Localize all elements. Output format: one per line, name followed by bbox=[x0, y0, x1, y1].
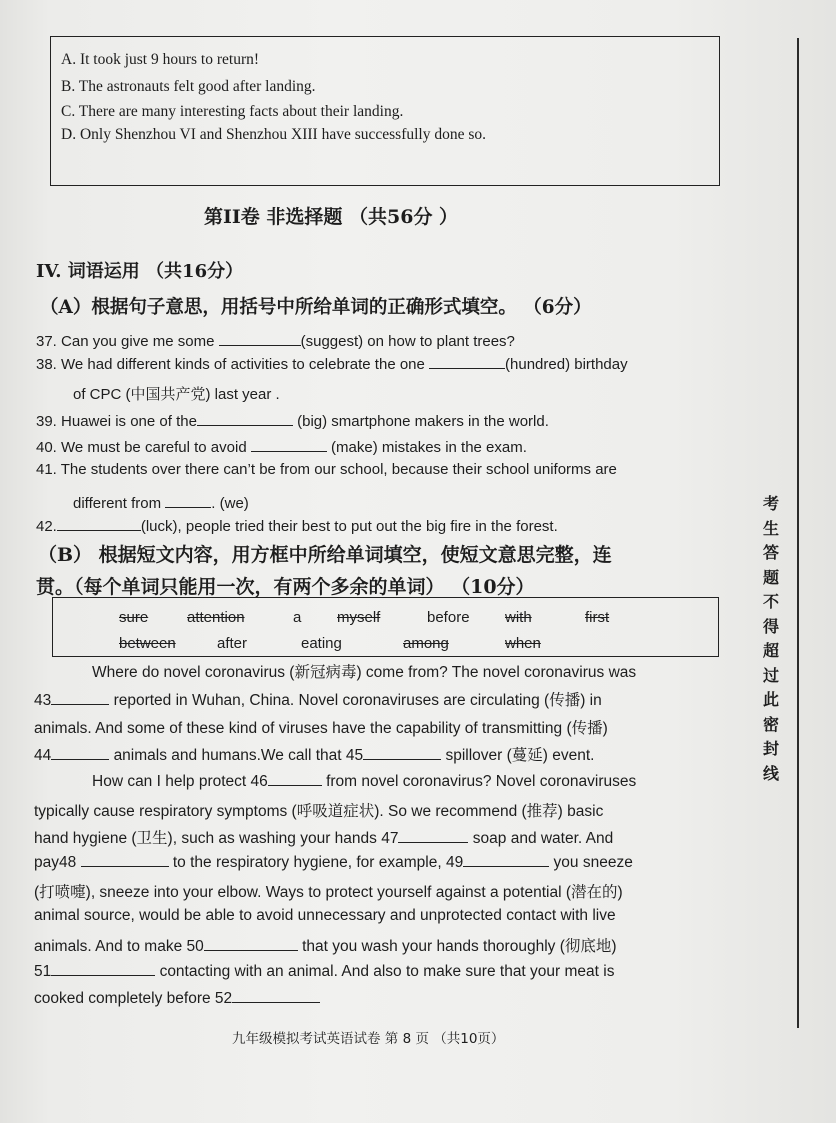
partA-instruction: （A）根据句子意思，用括号中所给单词的正确形式填空。 （6分） bbox=[40, 297, 592, 318]
q41-blank[interactable] bbox=[165, 493, 211, 508]
question-38 bbox=[36, 354, 628, 373]
q38-text-post: (hundred) birthday bbox=[505, 356, 628, 373]
q38-line2: of CPC (中国共产党) last year . bbox=[73, 386, 280, 403]
passage-line-11-end: that you wash your hands thoroughly (彻底地) bbox=[302, 938, 617, 955]
passage-line-12 bbox=[34, 961, 614, 981]
word-attention: attention bbox=[187, 609, 245, 626]
question-41-line1: 41. The students over there can’t be from our school, because their school uniforms are bbox=[36, 461, 617, 478]
passage-line-9: (打喷嚏), sneeze into your elbow. Ways to protect yourself against a potential (潜在的) bbox=[34, 884, 623, 901]
question-42 bbox=[36, 516, 558, 535]
word-with: with bbox=[505, 609, 532, 626]
passage-line-2 bbox=[34, 688, 602, 710]
passage-line-7 bbox=[34, 826, 613, 848]
word-among: among bbox=[403, 635, 449, 652]
word-between: between bbox=[119, 635, 176, 652]
question-40 bbox=[36, 437, 527, 456]
passage-line-12-text: contacting with an animal. And also to make sure that your meat is bbox=[159, 963, 615, 980]
blank-51-label: 51 bbox=[34, 963, 52, 980]
question-39 bbox=[36, 411, 549, 430]
word-a: a bbox=[293, 609, 302, 626]
q40-text-pre: 40. We must be careful to avoid bbox=[36, 439, 247, 456]
blank-43-label: 43 bbox=[34, 692, 52, 709]
q41-text-pre: different from bbox=[73, 495, 162, 512]
q39-text-pre: 39. Huawei is one of the bbox=[36, 413, 197, 430]
word-eating: eating bbox=[301, 635, 342, 652]
word-when: when bbox=[505, 635, 541, 652]
word-before: before bbox=[427, 609, 470, 626]
partB-instruction-line1: （B） 根据短文内容，用方框中所给单词填空，使短文意思完整，连 bbox=[38, 544, 612, 566]
word-sure: sure bbox=[119, 609, 149, 626]
passage-line-8-text: to the respiratory hygiene, for example, 49 bbox=[172, 854, 464, 871]
passage-line-5-end: from novel coronavirus? Novel coronaviruses bbox=[326, 773, 637, 790]
q37-text-pre: 37. Can you give me some bbox=[36, 333, 215, 350]
q37-text-post: (suggest) on how to plant trees? bbox=[300, 333, 515, 350]
passage-line-3: animals. And some of these kind of viruses have the capability of transmitting (传播) bbox=[34, 720, 608, 737]
q39-text-post: (big) smartphone makers in the world. bbox=[297, 413, 549, 430]
blank-47[interactable] bbox=[398, 828, 468, 843]
q42-blank[interactable] bbox=[57, 516, 141, 531]
word-after: after bbox=[217, 635, 248, 652]
q39-blank[interactable] bbox=[197, 411, 293, 426]
option-b: B. The astronauts felt good after landing. bbox=[61, 78, 316, 95]
word-myself: myself bbox=[337, 609, 381, 626]
section4-title: IV. 词语运用 （共16分） bbox=[36, 261, 244, 282]
blank-51[interactable] bbox=[51, 961, 155, 976]
q40-blank[interactable] bbox=[251, 437, 327, 452]
option-a: A. It took just 9 hours to return! bbox=[61, 51, 260, 68]
blank-46[interactable] bbox=[268, 771, 322, 786]
part2-title: 第II卷 非选择题 （共56分 ） bbox=[204, 206, 459, 228]
passage-line-11 bbox=[34, 934, 617, 956]
q42-text-pre: 42. bbox=[36, 518, 57, 535]
passage-line-5-text: How can I help protect 46 bbox=[92, 773, 268, 790]
word-first: first bbox=[585, 609, 610, 626]
blank-48-label: pay48 bbox=[34, 854, 77, 871]
passage-line-7-end: soap and water. And bbox=[472, 830, 614, 847]
blank-49[interactable] bbox=[463, 852, 549, 867]
passage-line-4-text: animals and humans.We call that 45 bbox=[113, 747, 364, 764]
option-c: C. There are many interesting facts about their landing. bbox=[61, 103, 404, 120]
q42-text-post: (luck), people tried their best to put out the big fire in the forest. bbox=[140, 518, 558, 535]
option-d: D. Only Shenzhou VI and Shenzhou XIII have successfully done so. bbox=[61, 126, 487, 143]
blank-52[interactable] bbox=[232, 988, 320, 1003]
question-37 bbox=[36, 331, 515, 350]
word-bank-box bbox=[52, 597, 719, 657]
question-41-line2 bbox=[73, 493, 249, 512]
partB-instruction-line2: 贯。（每个单词只能用一次，有两个多余的单词） （10分） bbox=[36, 576, 535, 598]
passage-line-6: typically cause respiratory symptoms (呼吸道症状). So we recommend (推荐) basic bbox=[34, 803, 604, 820]
passage-line-5 bbox=[92, 771, 636, 791]
q38-text-pre: 38. We had different kinds of activities to celebrate the one bbox=[36, 356, 425, 373]
passage-line-11-text: animals. And to make 50 bbox=[34, 938, 204, 955]
q40-text-post: (make) mistakes in the exam. bbox=[331, 439, 527, 456]
q37-blank[interactable] bbox=[219, 331, 301, 346]
blank-48[interactable] bbox=[81, 852, 169, 867]
blank-50[interactable] bbox=[204, 936, 298, 951]
passage-line-10: animal source, would be able to avoid unnecessary and unprotected contact with live bbox=[34, 907, 616, 924]
passage-line-8 bbox=[34, 852, 633, 872]
seal-line bbox=[797, 38, 799, 1028]
blank-44[interactable] bbox=[51, 745, 109, 760]
passage-line-13 bbox=[34, 988, 320, 1008]
blank-43[interactable] bbox=[51, 690, 109, 705]
passage-line-1: Where do novel coronavirus (新冠病毒) come from? The novel coronavirus was bbox=[92, 664, 637, 681]
q38-blank[interactable] bbox=[429, 354, 505, 369]
q41-text-post: . (we) bbox=[211, 495, 249, 512]
passage-line-7-text: hand hygiene (卫生), such as washing your hands 47 bbox=[34, 830, 399, 847]
passage-line-2-text: reported in Wuhan, China. Novel coronaviruses are circulating (传播) in bbox=[113, 692, 602, 709]
blank-45[interactable] bbox=[363, 745, 441, 760]
passage-line-4 bbox=[34, 743, 594, 765]
page-footer: 九年级模拟考试英语试卷 第 8 页 （共10页） bbox=[232, 1031, 505, 1047]
answer-options-box bbox=[50, 36, 720, 186]
passage-line-8-end: you sneeze bbox=[553, 854, 633, 871]
seal-line-notice: 考生答题不得超过此密封线 bbox=[762, 494, 779, 783]
blank-44-label: 44 bbox=[34, 747, 52, 764]
passage-line-13-text: cooked completely before 52 bbox=[34, 990, 233, 1007]
passage-line-4-end: spillover (蔓延) event. bbox=[445, 747, 595, 764]
